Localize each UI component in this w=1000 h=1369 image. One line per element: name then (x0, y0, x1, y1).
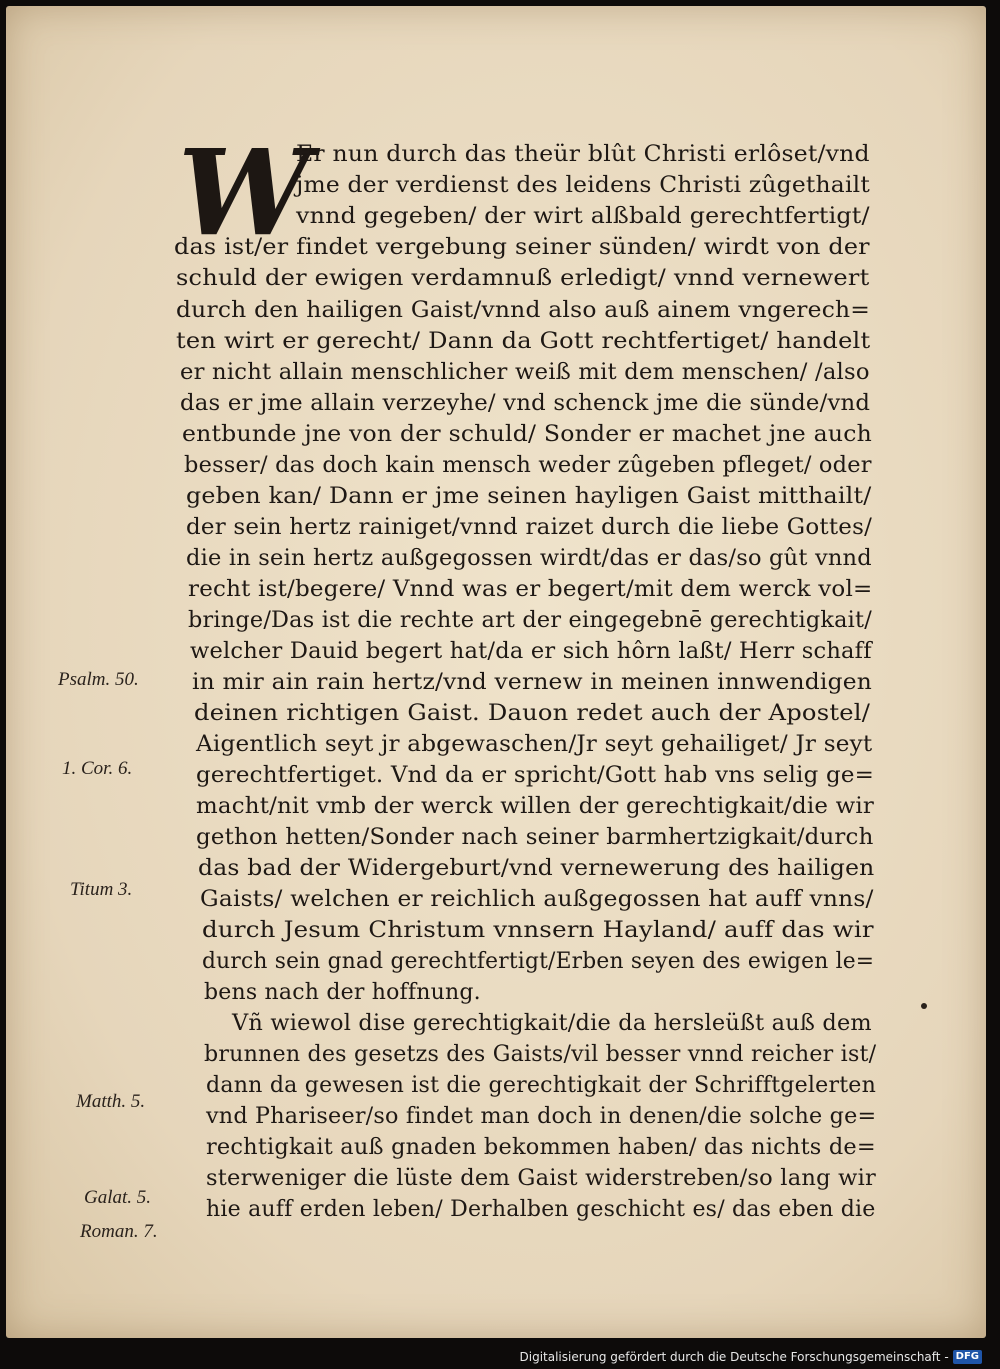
text-line: durch den hailigen Gaist/vnnd also auß ainem vngerech= (176, 298, 871, 323)
text-line: macht/nit vmb der werck willen der gerechtigkait/die wir (196, 794, 875, 819)
text-line: Er nun durch das theür blût Christi erlôset/vnd (296, 142, 870, 167)
text-line: brunnen des gesetzs des Gaists/vil besser vnnd reicher ist/ (204, 1042, 877, 1067)
margin-note: Galat. 5. (84, 1187, 152, 1208)
text-line: Gaists/ welchen er reichlich außgegossen hat auff vnns/ (200, 887, 874, 912)
text-line: das bad der Widergeburt/vnd vernewerung des hailigen (198, 856, 875, 881)
text-line: vnd Phariseer/so findet man doch in denen/die solche ge= (206, 1104, 877, 1129)
text-line: das er jme allain verzeyhe/ vnd schenck jme die sünde/vnd (180, 391, 871, 416)
text-line: rechtigkait auß gnaden bekommen haben/ das nichts de= (206, 1135, 876, 1160)
footer-credit-text: Digitalisierung gefördert durch die Deutsche Forschungsgemeinschaft - (519, 1350, 949, 1364)
text-line: ten wirt er gerecht/ Dann da Gott rechtfertiget/ handelt (176, 329, 871, 354)
text-line: vnnd gegeben/ der wirt alßbald gerechtfertigt/ (296, 204, 870, 229)
text-line: bens nach der hoffnung. (204, 980, 481, 1005)
text-line: deinen richtigen Gaist. Dauon redet auch der Apostel/ (194, 701, 871, 726)
drop-cap-initial: W (178, 123, 311, 262)
text-line: Vñ wiewol dise gerechtigkait/die da hersleüßt auß dem (232, 1011, 872, 1036)
text-line: jme der verdienst des leidens Christi zûgethailt (296, 173, 870, 198)
margin-note: Roman. 7. (80, 1221, 158, 1242)
text-line: schuld der ewigen verdamnuß erledigt/ vnnd vernewert (176, 266, 870, 291)
text-line: hie auff erden leben/ Derhalben geschicht es/ das eben die (206, 1197, 876, 1222)
text-line: dann da gewesen ist die gerechtigkait der Schrifftgelerten (206, 1073, 877, 1098)
text-line: welcher Dauid begert hat/da er sich hôrn laßt/ Herr schaff (190, 639, 872, 664)
margin-note: Matth. 5. (76, 1091, 146, 1112)
margin-note: Psalm. 50. (58, 669, 139, 690)
text-line: geben kan/ Dann er jme seinen hayligen Gaist mitthailt/ (186, 484, 872, 509)
footer-credit (520, 1349, 983, 1365)
text-line: bringe/Das ist die rechte art der eingegebnē gerechtigkait/ (188, 608, 872, 633)
margin-note: 1. Cor. 6. (62, 758, 133, 779)
text-line: durch sein gnad gerechtfertigt/Erben seyen des ewigen le= (202, 949, 875, 974)
dfg-logo-icon: DFG (953, 1350, 982, 1364)
text-line: das ist/er findet vergebung seiner sünden/ wirdt von der (174, 235, 870, 260)
text-line: recht ist/begere/ Vnnd was er begert/mit dem werck vol= (188, 577, 873, 602)
text-line: gerechtfertiget. Vnd da er spricht/Gott hab vns selig ge= (196, 763, 875, 788)
text-line: entbunde jne von der schuld/ Sonder er machet jne auch (182, 422, 872, 447)
text-line: besser/ das doch kain mensch weder zûgeben pfleget/ oder (184, 453, 872, 478)
text-line: in mir ain rain hertz/vnd vernew in meinen innwendigen (192, 670, 873, 695)
text-line: durch Jesum Christum vnnsern Hayland/ auff das wir (202, 918, 874, 943)
margin-dot-mark (921, 1003, 927, 1009)
text-line: sterweniger die lüste dem Gaist widerstreben/so lang wir (206, 1166, 876, 1191)
text-line: Aigentlich seyt jr abgewaschen/Jr seyt gehailiget/ Jr seyt (196, 732, 873, 757)
margin-note: Titum 3. (70, 879, 133, 900)
text-line: gethon hetten/Sonder nach seiner barmhertzigkait/durch (196, 825, 874, 850)
text-line: der sein hertz rainiget/vnnd raizet durch die liebe Gottes/ (186, 515, 873, 540)
text-line: er nicht allain menschlicher weiß mit dem menschen/ /also (180, 360, 870, 385)
text-line: die in sein hertz außgegossen wirdt/das er das/so gût vnnd (186, 546, 872, 571)
